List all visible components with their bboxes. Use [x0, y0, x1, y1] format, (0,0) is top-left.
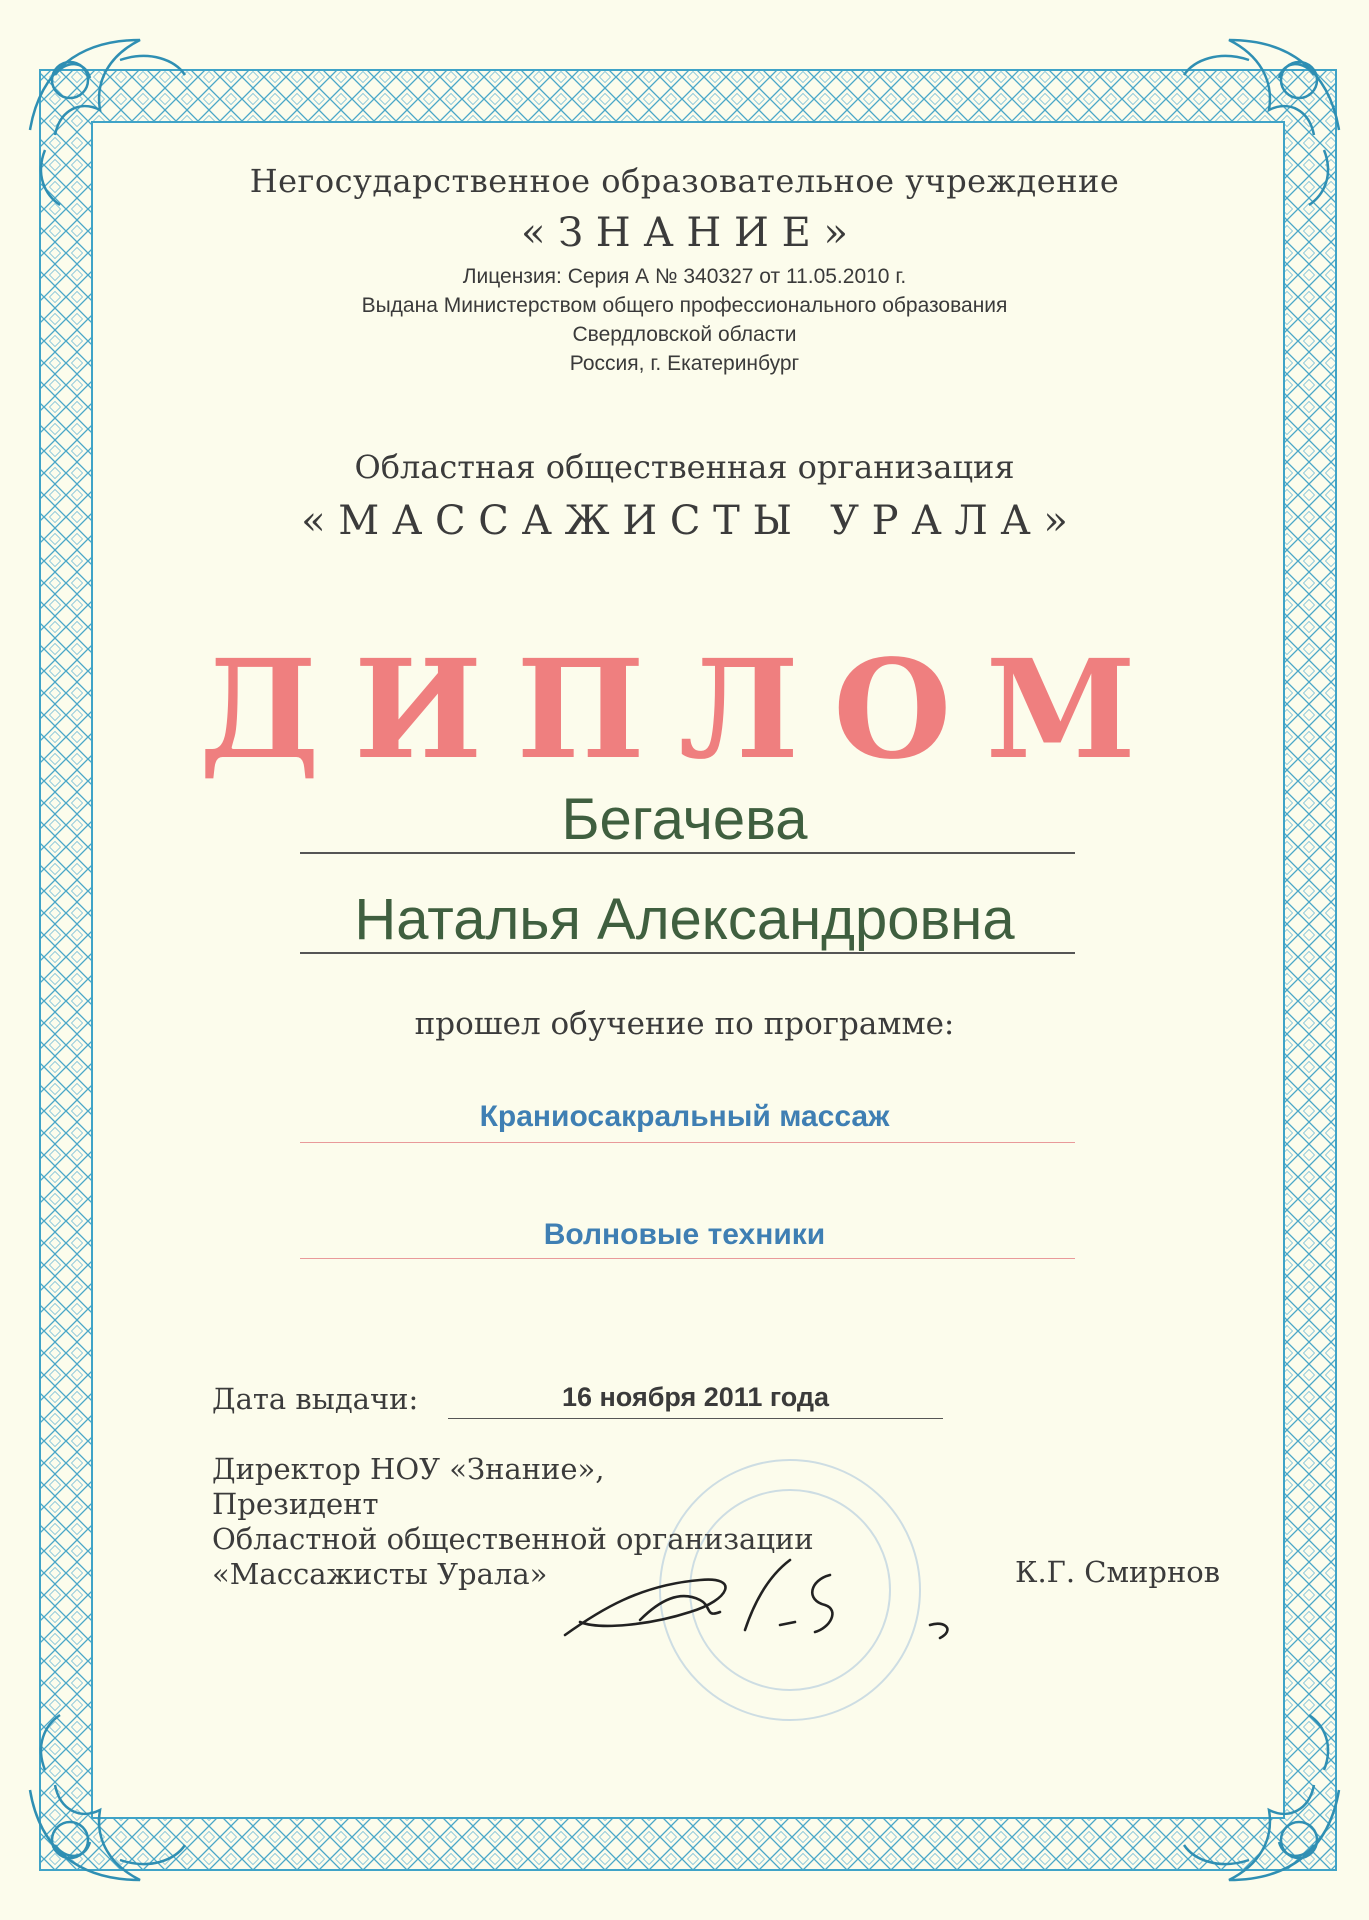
- signatory-line-1: Директор НОУ «Знание»,: [212, 1452, 605, 1486]
- signatory-name: К.Г. Смирнов: [1015, 1555, 1221, 1589]
- given-names-underline: [300, 952, 1075, 954]
- signatory-line-2: Президент: [212, 1487, 379, 1521]
- recipient-surname: Бегачева: [561, 787, 808, 852]
- organization-name: Областная общественная организация: [354, 448, 1015, 486]
- organization-brand: « М А С С А Ж И С Т Ы У Р А Л А »: [301, 498, 1068, 544]
- signatory-line-4: «Массажисты Урала»: [212, 1557, 548, 1591]
- diploma-title: ДИПЛОМ: [198, 630, 1171, 790]
- institution-name: Негосударственное образовательное учреждение: [249, 162, 1120, 200]
- license-line: Лицензия: Серия А № 340327 от 11.05.2010 г.: [462, 265, 907, 288]
- program-1: Краниосакральный массаж: [479, 1100, 890, 1133]
- recipient-given-names: Наталья Александровна: [354, 887, 1015, 952]
- location-line: Россия, г. Екатеринбург: [569, 352, 800, 375]
- issued-by-line: Выдана Министерством общего профессионального образования: [361, 294, 1008, 317]
- region-line: Свердловской области: [572, 323, 797, 346]
- completion-text: прошел обучение по программе:: [414, 1006, 955, 1042]
- program-2: Волновые техники: [543, 1218, 826, 1251]
- issue-date-underline: [448, 1418, 943, 1419]
- program-2-underline: [300, 1258, 1075, 1259]
- issue-date-label: Дата выдачи:: [212, 1382, 419, 1416]
- institution-brand: « З Н А Н И Е »: [520, 210, 848, 256]
- surname-underline: [300, 852, 1075, 854]
- program-1-underline: [300, 1142, 1075, 1143]
- signatory-line-3: Областной общественной организации: [212, 1522, 814, 1556]
- issue-date-value: 16 ноября 2011 года: [561, 1382, 830, 1412]
